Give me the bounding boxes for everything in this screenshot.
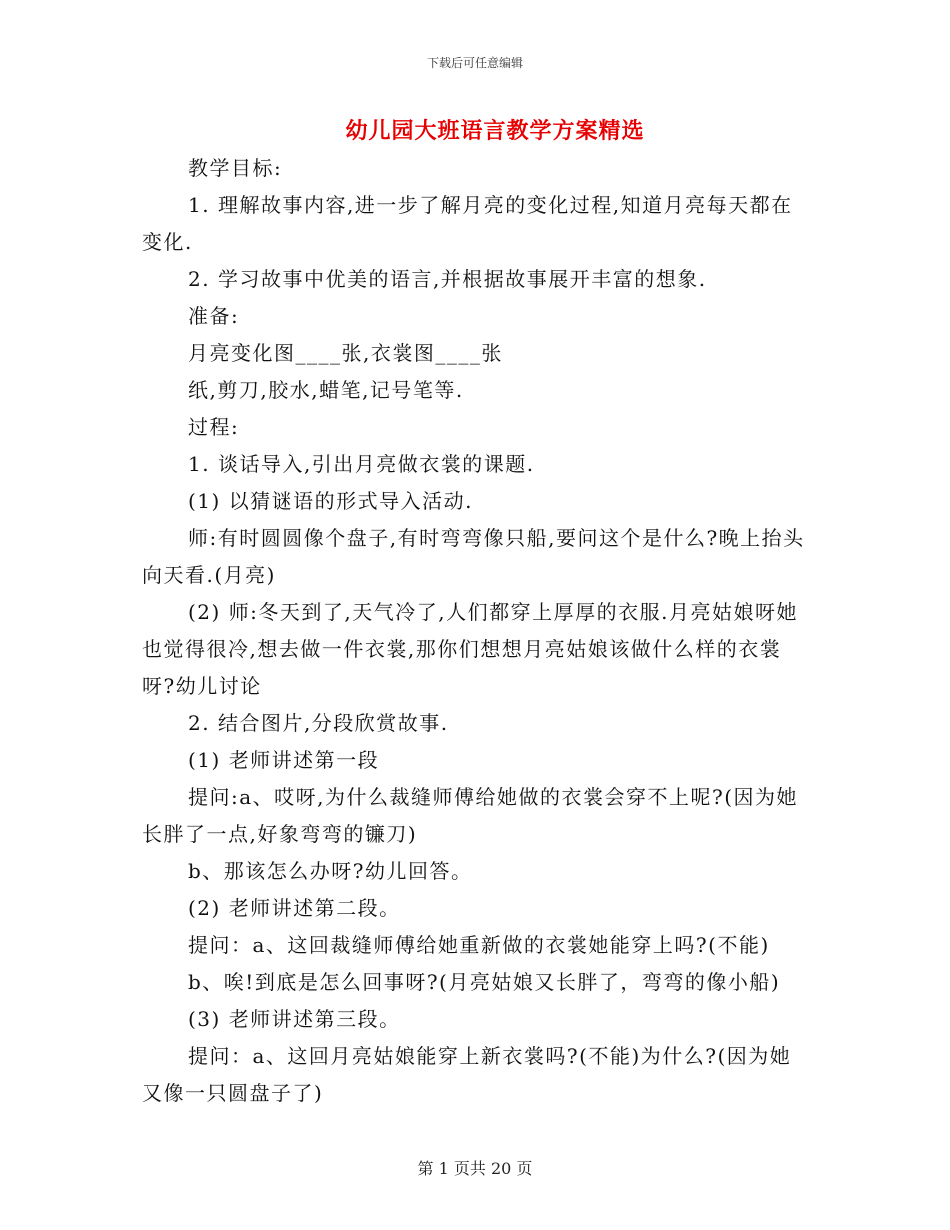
header-note: 下载后可任意编辑 <box>426 56 523 70</box>
paragraph: (1) 老师讲述第一段 <box>188 748 380 772</box>
paragraph: (2) 师:冬天到了,天气冷了,人们都穿上厚厚的衣服.月亮姑娘呀她也觉得很冷,想去做一件衣裳,那你们想想月亮姑娘该做什么样的衣裳呀?幼儿讨论 <box>142 600 798 698</box>
paragraph: 1. 谈话导入,引出月亮做衣裳的课题. <box>188 452 535 476</box>
paragraph: b、唉!到底是怎么回事呀?(月亮姑娘又长胖了，弯弯的像小船) <box>188 970 781 994</box>
paragraph: 过程: <box>188 415 240 439</box>
page-footer: 第 1 页共 20 页 <box>417 1159 533 1178</box>
paragraph: (3) 老师讲述第三段。 <box>188 1007 401 1031</box>
paragraph: 提问：a、这回裁缝师傅给她重新做的衣裳她能穿上吗?(不能) <box>188 933 770 957</box>
paragraph: 教学目标: <box>188 156 283 180</box>
paragraph: 2. 学习故事中优美的语言,并根据故事展开丰富的想象. <box>188 267 707 291</box>
paragraph: 提问：a、这回月亮姑娘能穿上新衣裳吗?(不能)为什么?(因为她又像一只圆盘子了) <box>142 1044 792 1105</box>
paragraph: 师:有时圆圆像个盘子,有时弯弯像只船,要问这个是什么?晚上抬头向天看.(月亮) <box>142 526 805 587</box>
paragraph: 提问:a、哎呀,为什么裁缝师傅给她做的衣裳会穿不上呢?(因为她长胖了一点,好象弯弯的镰刀) <box>142 785 799 846</box>
document-body <box>142 150 812 1112</box>
paragraph: 准备: <box>188 304 240 328</box>
paragraph: (1) 以猜谜语的形式导入活动. <box>188 489 474 513</box>
paragraph: 纸,剪刀,胶水,蜡笔,记号笔等. <box>188 378 464 402</box>
paragraph: 2. 结合图片,分段欣赏故事. <box>188 711 449 735</box>
paragraph: (2) 老师讲述第二段。 <box>188 896 401 920</box>
paragraph: 1. 理解故事内容,进一步了解月亮的变化过程,知道月亮每天都在变化. <box>142 193 793 254</box>
paragraph: 月亮变化图____张,衣裳图____张 <box>188 341 503 365</box>
paragraph: b、那该怎么办呀?幼儿回答。 <box>188 859 473 883</box>
document-title: 幼儿园大班语言教学方案精选 <box>345 118 645 144</box>
